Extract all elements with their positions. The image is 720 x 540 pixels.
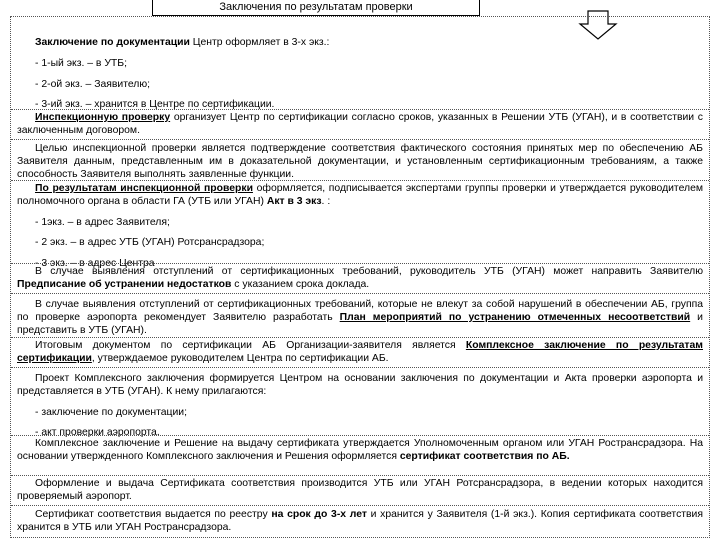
- complex-conclusion-term: Комплексное заключение по результатам сертификации: [17, 340, 703, 364]
- draft-conclusion-block: [11, 367, 709, 440]
- documentation-conclusion-heading: Заключение по документации: [35, 37, 190, 48]
- paragraph: Целью инспекционной проверки является подтверждение соответствия фактического состояния принятых мер по обеспечению АБ Заявителя данным, представленным им в доказательной документации, и установленным сертификационным требованиям, а также способность Заявителя выполнять заявленные функции.: [17, 143, 703, 180]
- prescription-block: В случае выявления отступлений от сертификационных требований, руководитель УТБ (УГАН) может направить Заявителю Предписание об устранении недостатков с указанием срока доклада.: [11, 263, 709, 292]
- prescription-term: Предписание об устранении недостатков: [17, 278, 232, 290]
- inspection-goal-block: [11, 139, 709, 181]
- list-item: - 1-ый экз. – в УТБ;: [35, 57, 127, 69]
- certificate-decision-block: Комплексное заключение и Решение на выдачу сертификата утверждается Уполномоченным органом или УГАН Ространсрадзора. На основании утвержденного Комплексного заключения и Решения оформляется сертификат соответствия по АБ.: [11, 435, 709, 464]
- list-item: - 3 экз. – в адрес Центра: [35, 258, 155, 270]
- list-item: - 2-ой экз. – Заявителю;: [35, 78, 151, 90]
- list-item: - 3-ий экз. – хранится в Центре по сертификации.: [35, 99, 275, 111]
- inspection-results-heading: По результатам инспекционной проверки: [35, 183, 253, 194]
- certificate-term: сертификат соответствия по АБ.: [399, 450, 570, 462]
- inspection-block: Инспекционную проверку организует Центр по сертификации согласно сроков, указанных в Решении УТБ (УГАН), и в соответствии с заключенным договором.: [11, 109, 709, 138]
- list-item: - акт проверки аэропорта.: [35, 427, 160, 439]
- certificate-issue-block: [11, 475, 709, 504]
- paragraph: Оформление и выдача Сертификата соответствия производится УТБ или УГАН Ротсрансрадзора, в ведении которых находится проверяемый аэропорт.: [17, 478, 703, 502]
- validity-term: на срок до 3-х лет: [271, 509, 367, 520]
- final-document-block: Итоговым документом по сертификации АБ Организации-заявителя является Комплексное заключение по результатам сертификации, утверждаемое руководителем Центра по сертификации АБ.: [11, 337, 709, 366]
- documentation-conclusion-block: Заключение по документации Центр оформляет в 3-х экз.: - 1-ый экз. – в УТБ; - 2-ой экз. – Заявителю; - 3-ий экз. – хранится в Центре по сертификации.: [11, 37, 709, 112]
- inspection-heading: Инспекционную проверку: [35, 112, 171, 123]
- list-item: - 2 экз. – в адрес УТБ (УГАН) Ротсрансрадзора;: [35, 237, 265, 249]
- certificate-validity-block: Сертификат соответствия выдается по реестру на срок до 3-х лет и хранится у Заявителя (1-й экз.). Копия сертификата соответствия хранится в УТБ или УГАН Ространсрадзора.: [11, 505, 709, 535]
- action-plan-term: План мероприятий по устранению отмеченных несоответствий: [339, 311, 691, 323]
- document-body: [10, 16, 710, 538]
- inspection-results-block: По результатам инспекционной проверки оформляется, подписывается экспертами группы проверки и утверждается руководителем полномочного органа в области ГА (УТБ или УГАН) Акт в 3 экз. : - 1экз. – в адрес Заявителя; - 2 экз. – в адрес УТБ (УГАН) Ротсрансрадзора; - 3 экз. – в адрес Центра: [11, 180, 709, 271]
- paragraph: Проект Комплексного заключения формируется Центром на основании заключения по документации и Акта проверки аэропорта и представляется в УТБ (УГАН). К нему прилагаются:: [17, 373, 703, 397]
- list-item: - заключение по документации;: [35, 406, 187, 418]
- list-item: - 1экз. – в адрес Заявителя;: [35, 216, 170, 228]
- action-plan-block: В случае выявления отступлений от сертификационных требований, которые не влекут за собой нарушений в обеспечении АБ, группа по проверке аэропорта рекомендует Заявителю разработать План мероприятий по устранению отмеченных несоответствий и представить в УТБ (УГАН).: [11, 293, 709, 337]
- page-title: Заключения по результатам проверки: [152, 0, 480, 16]
